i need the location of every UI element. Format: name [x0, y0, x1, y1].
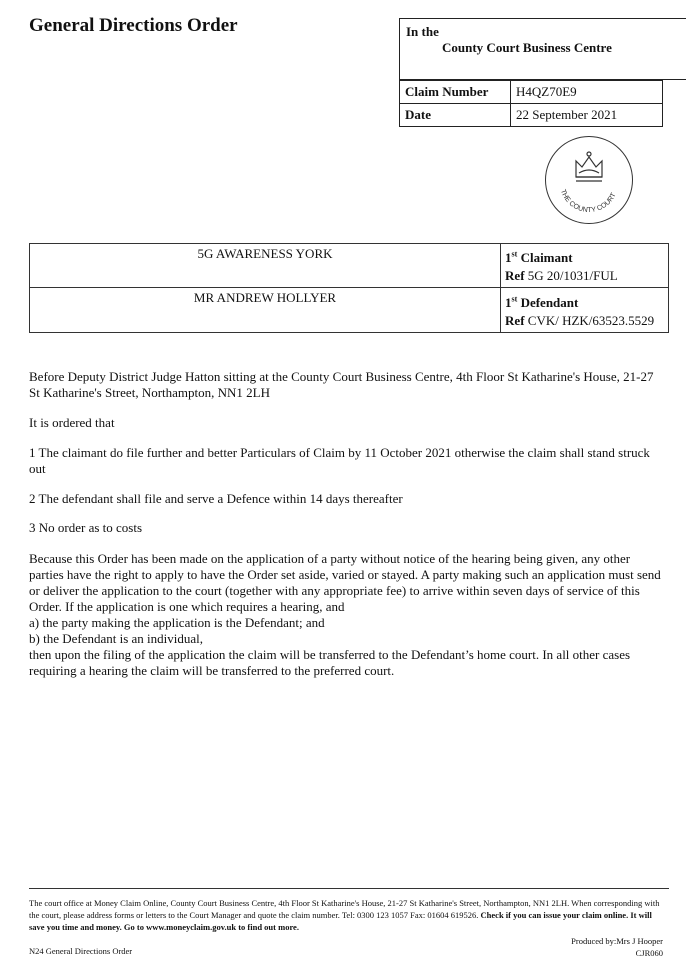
- form-code: N24 General Directions Order: [29, 946, 133, 956]
- claim-number-label: Claim Number: [400, 81, 511, 104]
- court-in-the-label: In the: [406, 24, 439, 39]
- footer-divider: [29, 888, 669, 889]
- court-box: [399, 18, 686, 80]
- date-label: Date: [400, 104, 511, 127]
- footer-text: The court office at Money Claim Online, County Court Business Centre, 4th Floor St Katharine's House, 21-27 St Katharine's Street, Northampton, NN1 2LH. When corresponding with the court, please address forms or letters to the Court Manager and quote the claim number. Tel: 0300 123 1057 Fax: 01604 619526.: [29, 898, 660, 920]
- ref-code: CJR060: [635, 948, 663, 958]
- parties-table: [29, 243, 669, 333]
- produced-by: Produced by:Mrs J Hooper: [571, 936, 663, 946]
- defendant-role: Defendant: [520, 294, 579, 310]
- ordered-paragraph: It is ordered that: [29, 415, 115, 430]
- order-item-2: 2 The defendant shall file and serve a Defence within 14 days thereafter: [29, 491, 403, 506]
- notice-condition-b: b) the Defendant is an individual,: [29, 631, 204, 646]
- claim-number-row: [400, 81, 663, 104]
- svg-text:THE COUNTY COURT: [559, 189, 618, 214]
- claimant-name: 5G AWARENESS YORK: [30, 244, 501, 288]
- crown-icon: [546, 137, 632, 223]
- court-name: County Court Business Centre: [442, 40, 612, 55]
- before-paragraph: Before Deputy District Judge Hatton sitting at the County Court Business Centre, 4th Floor St Katharine's House, 21-27 St Katharine's Street, Northampton, NN1 2LH: [29, 369, 654, 400]
- order-item-1: 1 The claimant do file further and better Particulars of Claim by 11 October 2021 otherwise the claim shall stand struck out: [29, 445, 650, 476]
- defendant-role-sup: st: [511, 294, 518, 304]
- claimant-role-num: 1: [505, 250, 512, 266]
- date-row: [400, 104, 663, 127]
- county-court-seal: [545, 136, 633, 224]
- notice-condition-a: a) the party making the application is the Defendant; and: [29, 615, 325, 630]
- notice-paragraph: Because this Order has been made on the application of a party without notice of the hearing being given, any other parties have the right to apply to have the Order set aside, varied or stayed. A party making such an application must send or deliver the application to the court (together with any appropriate fee) to arrive within seven days of service of this Order. If the application is one which requires a hearing, and: [29, 551, 661, 614]
- notice-conclusion: then upon the filing of the application the claim will be transferred to the Defendant’s home court. In all other cases requiring a hearing the claim will be transferred to the preferred court.: [29, 647, 631, 678]
- document-title: General Directions Order: [29, 15, 238, 36]
- claimant-role: Claimant: [520, 250, 573, 266]
- claimant-role-cell: [501, 244, 669, 288]
- defendant-ref-label: Ref: [505, 312, 525, 328]
- defendant-role-cell: [501, 288, 669, 332]
- footer-notice: [29, 897, 669, 933]
- date-value: 22 September 2021: [511, 104, 663, 127]
- claim-details-table: [399, 80, 663, 127]
- defendant-role-num: 1: [505, 294, 512, 310]
- defendant-name: MR ANDREW HOLLYER: [30, 288, 501, 332]
- order-item-3: 3 No order as to costs: [29, 520, 143, 535]
- claimant-role-sup: st: [511, 250, 518, 259]
- footer-bold-text: Check if you can issue your claim online. It will save you time and money. Go to www.moneyclaim.gov.uk to find out more.: [29, 910, 652, 932]
- claimant-ref: 5G 20/1031/FUL: [527, 268, 618, 284]
- party-row-claimant: [30, 244, 669, 288]
- notice-block: [29, 551, 665, 679]
- party-row-defendant: [30, 288, 669, 332]
- seal-text: THE COUNTY COURT: [558, 188, 618, 215]
- defendant-ref: CVK/ HZK/63523.5529: [527, 312, 655, 328]
- claim-number-value: H4QZ70E9: [511, 81, 663, 104]
- claimant-ref-label: Ref: [505, 268, 525, 284]
- produced-by-block: [560, 935, 663, 959]
